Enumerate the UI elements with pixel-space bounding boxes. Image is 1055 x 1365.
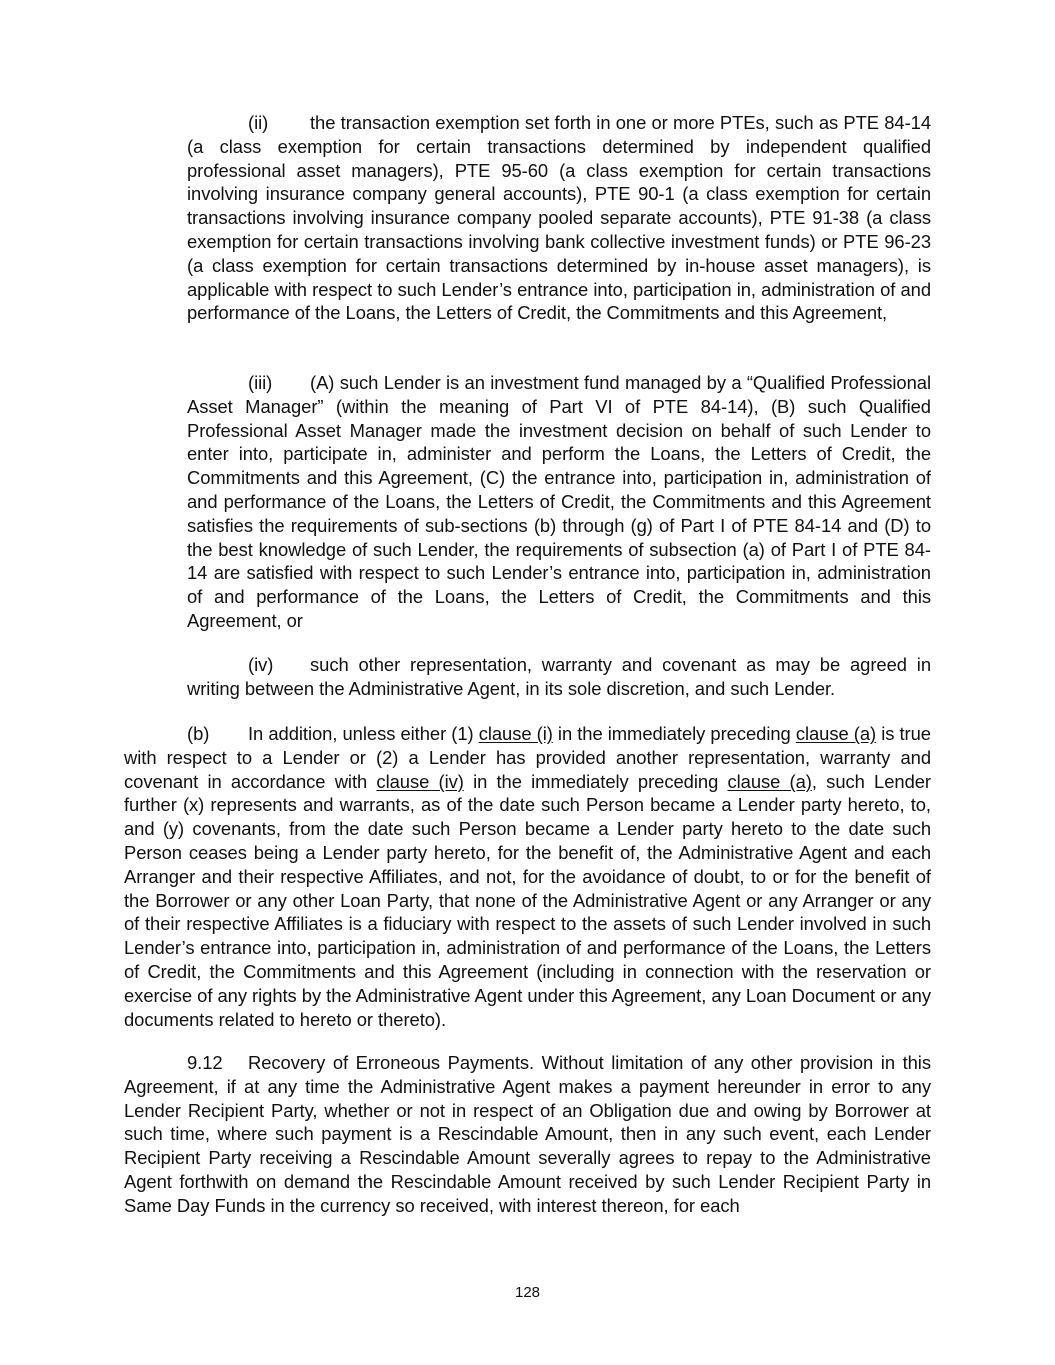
page-number: 128 [514, 1284, 541, 1301]
paragraph-ii-text: the transaction exemption set forth in one or more PTEs, such as PTE 84-14 (a class exemption for certain transactions determined by independent qualified professional asset managers), PTE 95-60 (a class exemption for certain transactions involving insurance company general accounts), PTE 90-1 (a class exemption for certain transactions involving insurance company pooled separate accounts), PTE 91-38 (a class exemption for certain transactions involving bank collective investment funds) or PTE 96-23 (a class exemption for certain transactions determined by in-house asset managers), is applicable with respect to such Lender’s entrance into, participation in, administration of and performance of the Loans, the Letters of Credit, the Commitments and this Agreement, [187, 112, 931, 324]
clause-a-reference: clause (a) [795, 723, 877, 744]
paragraph-b-label: (b) [187, 723, 210, 744]
section-9-12-number: 9.12 [187, 1052, 223, 1073]
section-9-12 [124, 1051, 931, 1218]
paragraph-b-seg1: In addition, unless either (1) [248, 723, 479, 744]
section-9-12-heading: Recovery of Erroneous Payments. [248, 1052, 535, 1073]
paragraph-iv [187, 653, 931, 701]
paragraph-iv-label: (iv) [248, 654, 274, 675]
clause-i-reference: clause (i) [478, 723, 553, 744]
paragraph-b-seg2: in the immediately preceding [552, 723, 796, 744]
section-9-12-text: Without limitation of any other provision in this Agreement, if at any time the Administrative Agent makes a payment hereunder in error to any Lender Recipient Party, whether or not in respect of an Obligation due and owing by Borrower at such time, where such payment is a Rescindable Amount, then in any such event, each Lender Recipient Party receiving a Rescindable Amount severally agrees to repay to the Administrative Agent forthwith on demand the Rescindable Amount received by such Lender Recipient Party in Same Day Funds in the currency so received, with interest thereon, for each [124, 1052, 931, 1216]
paragraph-b-seg5: , such Lender further (x) represents and warrants, as of the date such Person became a Lender party hereto, to, and (y) covenants, from the date such Person became a Lender party hereto to the date such Person ceases being a Lender party hereto, for the benefit of, the Administrative Agent and each Arranger and their respective Affiliates, and not, for the avoidance of doubt, to or for the benefit of the Borrower or any other Loan Party, that none of the Administrative Agent or any Arranger or any of their respective Affiliates is a fiduciary with respect to the assets of such Lender involved in such Lender’s entrance into, participation in, administration of and performance of the Loans, the Letters of Credit, the Commitments and this Agreement (including in connection with the reservation or exercise of any rights by the Administrative Agent under this Agreement, any Loan Document or any documents related to hereto or thereto). [124, 770, 932, 1030]
clause-a-reference-2: clause (a) [727, 770, 812, 792]
paragraph-b [124, 722, 931, 1031]
paragraph-iii [187, 371, 931, 633]
paragraph-b-seg3: is true with respect to a Lender or (2) a Lender has provided another representation, warranty and covenant in accordance with [124, 723, 931, 792]
paragraph-iv-text: such other representation, warranty and covenant as may be agreed in writing between the Administrative Agent, in its sole discretion, and such Lender. [187, 654, 931, 699]
paragraph-ii [187, 111, 931, 325]
paragraph-iii-text: (A) such Lender is an investment fund managed by a “Qualified Professional Asset Manager” (within the meaning of Part VI of PTE 84-14), (B) such Qualified Professional Asset Manager made the investment decision on behalf of such Lender to enter into, participate in, administer and perform the Loans, the Letters of Credit, the Commitments and this Agreement, (C) the entrance into, participation in, administration of and performance of the Loans, the Letters of Credit, the Commitments and this Agreement satisfies the requirements of sub-sections (b) through (g) of Part I of PTE 84-14 and (D) to the best knowledge of such Lender, the requirements of subsection (a) of Part I of PTE 84-14 are satisfied with respect to such Lender’s entrance into, participation in, administration of and performance of the Loans, the Letters of Credit, the Commitments and this Agreement, or [187, 372, 931, 631]
clause-iv-reference: clause (iv) [376, 770, 464, 792]
paragraph-ii-label: (ii) [248, 112, 269, 133]
paragraph-b-seg4: in the immediately preceding [463, 770, 728, 792]
paragraph-iii-label: (iii) [248, 372, 273, 393]
